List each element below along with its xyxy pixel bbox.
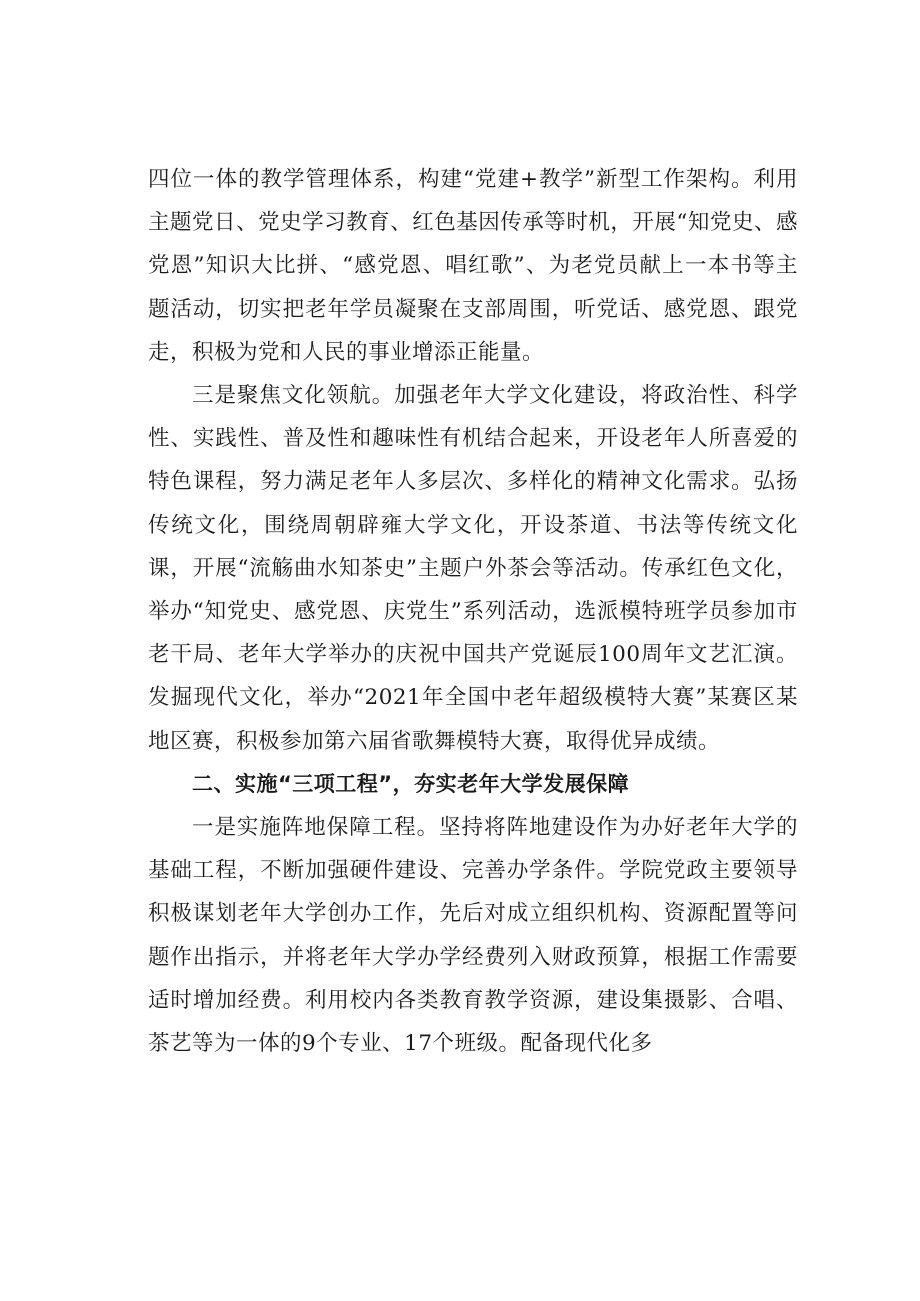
paragraph-culture-leadership: 三是聚焦文化领航。加强老年大学文化建设，将政治性、科学性、实践性、普及性和趣味性有机结合起来，开设老年人所喜爱的特色课程，努力满足老年人多层次、多样化的精神文化需求。弘扬传统文化，围绕周朝辟雍大学文化，开设茶道、书法等传统文化课，开展“流觞曲水知茶史”主题户外茶会等活动。传承红色文化，举办“知党史、感党恩、庆党生”系列活动，选派模特班学员参加市老干局、老年大学举办的庆祝中国共产党诞辰100周年文艺汇演。发掘现代文化，举办“2021年全国中老年超级模特大赛”某赛区某地区赛，积极参加第六届省歌舞模特大赛，取得优异成绩。 <box>148 383 798 754</box>
paragraph-facility-guarantee: 一是实施阵地保障工程。坚持将阵地建设作为办好老年大学的基础工程，不断加强硬件建设、完善办学条件。学院党政主要领导积极谋划老年大学创办工作，先后对成立组织机构、资源配置等问题作出指示，并将老年大学办学经费列入财政预算，根据工作需要适时增加经费。利用校内各类教育教学资源，建设集摄影、合唱、茶艺等为一体的9个专业、17个班级。配备现代化多 <box>148 815 798 1057</box>
document-body <box>148 158 798 1065</box>
paragraph-continuation: 四位一体的教学管理体系，构建“党建+教学”新型工作架构。利用主题党日、党史学习教育、红色基因传承等时机，开展“知党史、感党恩”知识大比拼、“感党恩、唱红歌”、为老党员献上一本书等主题活动，切实把老年学员凝聚在支部周围，听党话、感党恩、跟党走，积极为党和人民的事业增添正能量。 <box>148 167 798 365</box>
section-heading: 二、实施“三项工程”，夯实老年大学发展保障 <box>192 771 630 796</box>
